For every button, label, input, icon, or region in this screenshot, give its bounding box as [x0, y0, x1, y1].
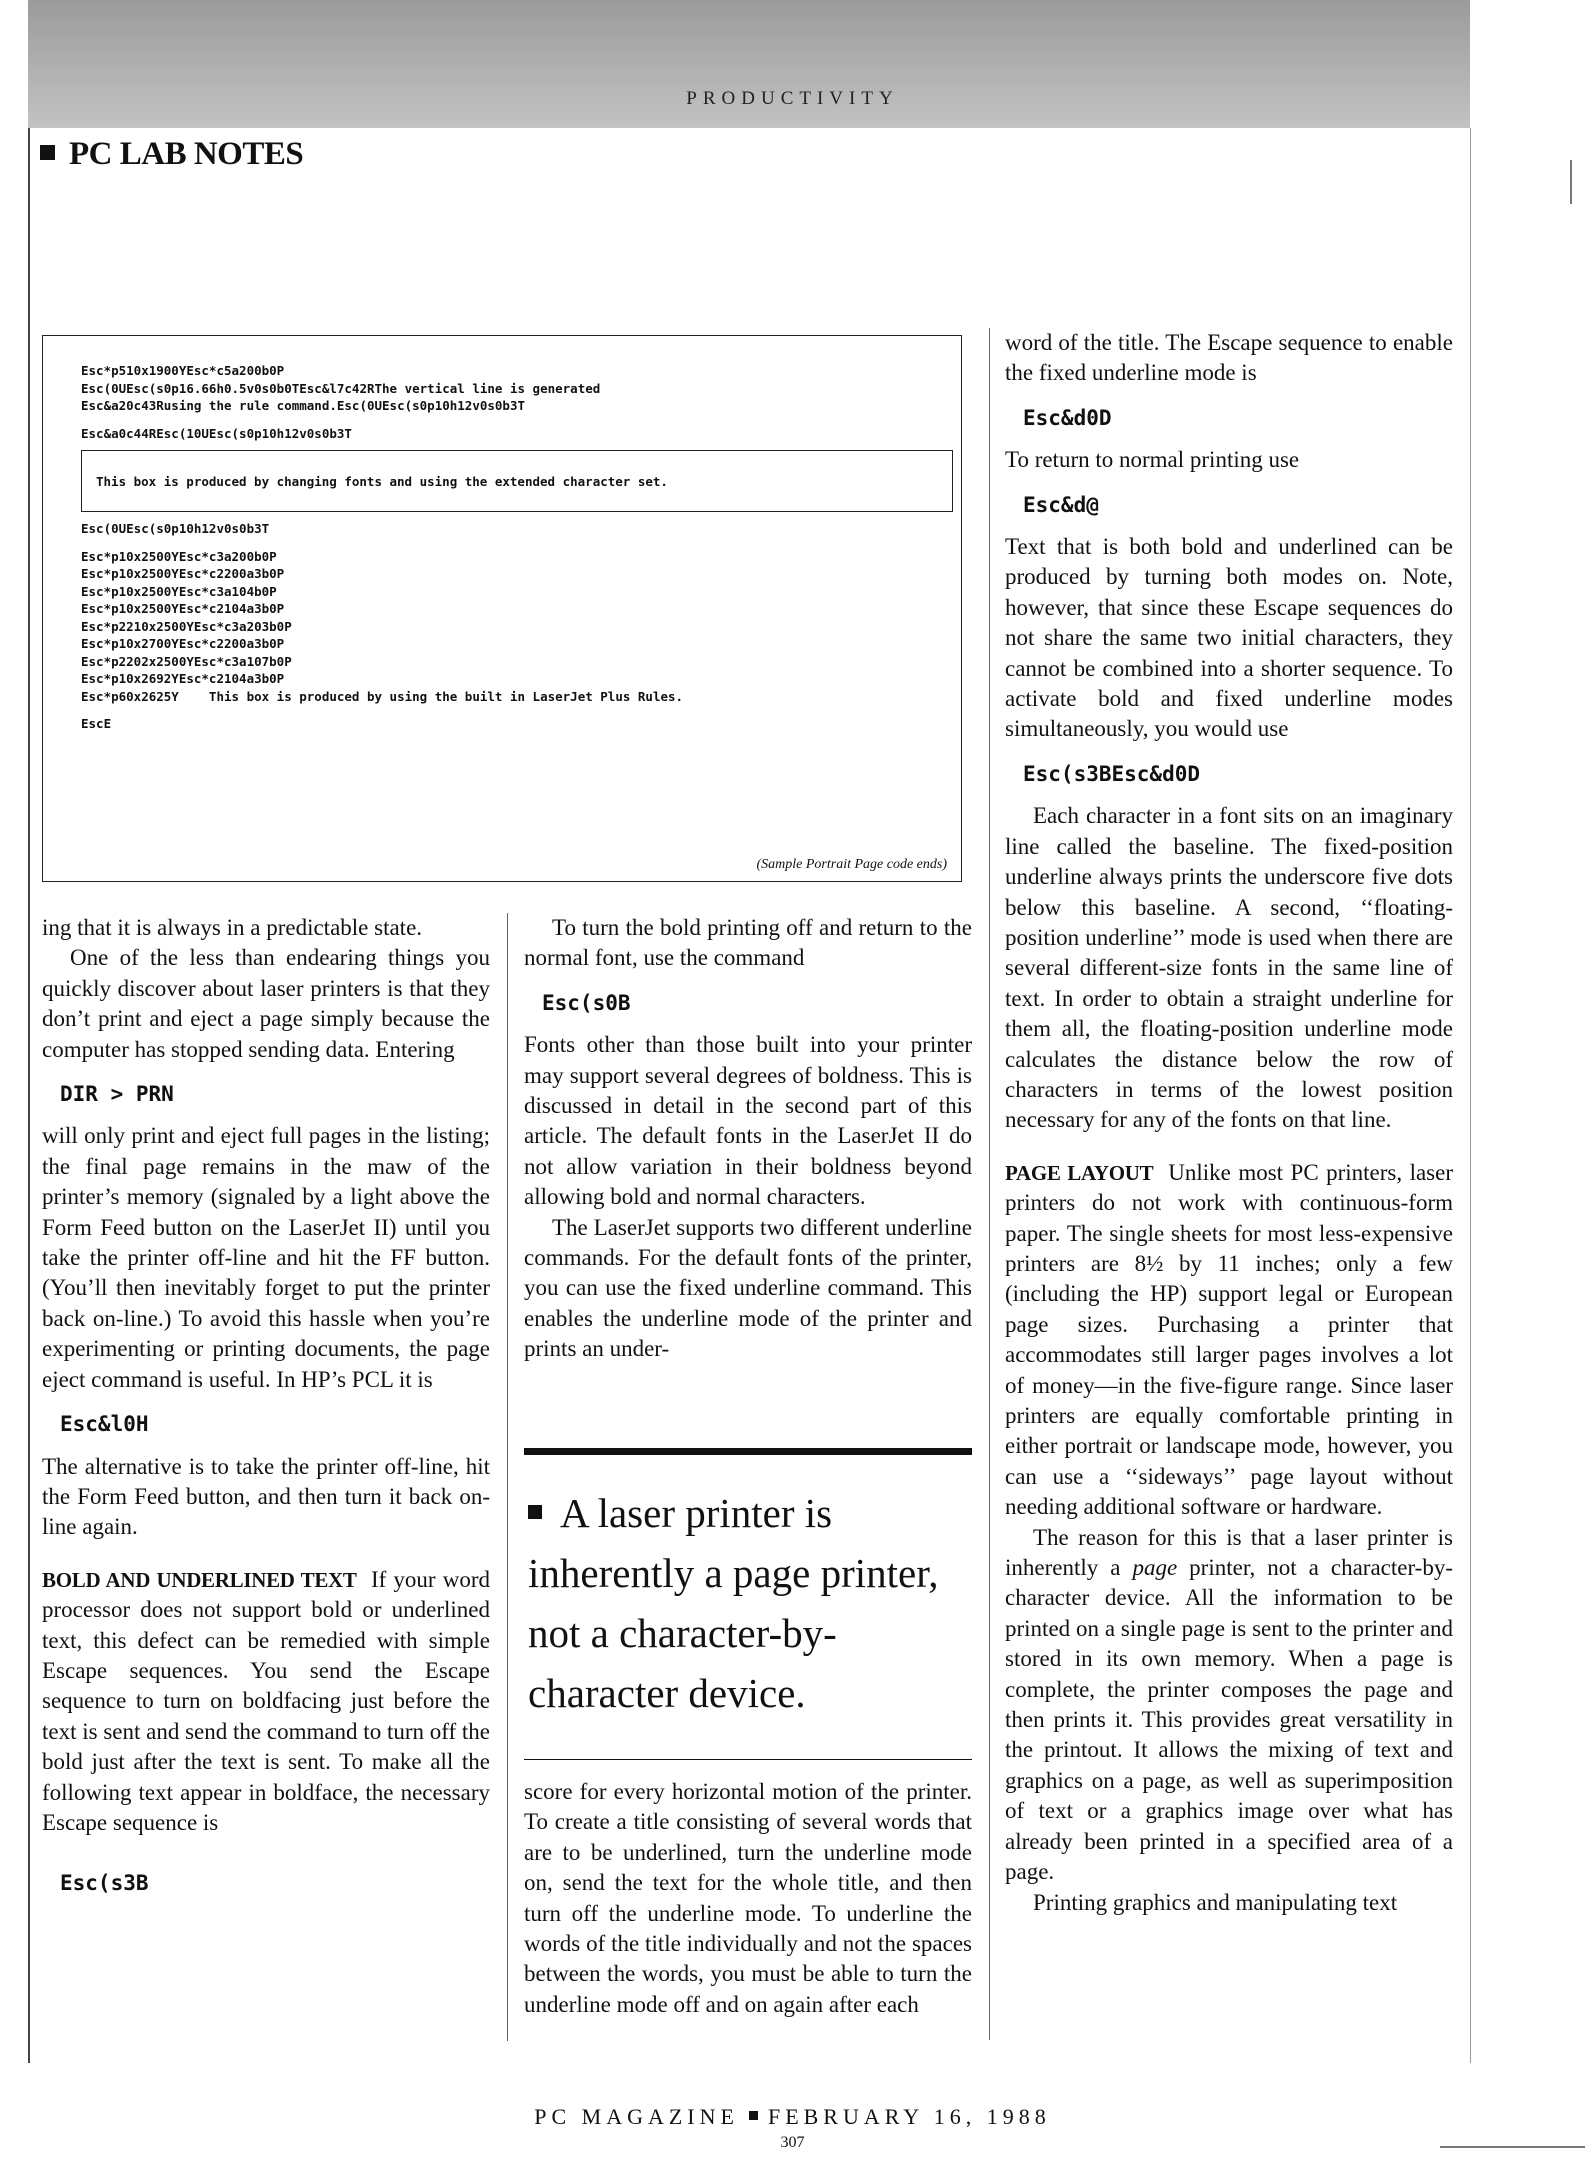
paragraph [1005, 1158, 1453, 1523]
paragraph: will only print and eject full pages in the listing; the final page remains in the maw of the printer’s memory (signaled by a light above the Form Feed button on the LaserJet II) until you take the printer off-line and hit the FF button. (You’ll then inevitably forget to put the printer back on-line.) To avoid this hassle when you’re experimenting or printing documents, the page eject command is useful. In HP’s PCL it is [42, 1123, 490, 1392]
paragraph [42, 1565, 490, 1839]
paragraph: The alternative is to take the printer off-line, hit the Form Feed button, and then turn it back on-line again. [42, 1453, 490, 1540]
code-line: Esc*p10x2500YEsc*c3a104b0P [81, 583, 277, 599]
square-bullet-icon [749, 2111, 758, 2120]
code-snippet: DIR > PRN [60, 1082, 174, 1107]
code-line: Esc*p10x2692YEsc*c2104a3b0P [81, 671, 285, 686]
code-line: Esc&a0c44REsc(10UEsc(s0p10h12v0s0b3T [81, 425, 352, 441]
footer-magazine: PC MAGAZINE [534, 2104, 739, 2129]
section-label: PRODUCTIVITY [686, 88, 899, 109]
right-column [1005, 328, 1453, 1918]
paragraph: Text that is both bold and underlined can be produced by turning both modes on. Note, however, that since these Escape sequences do not share the same two initial characters, they cannot be combined into a shorter sequence. To activate bold and fixed underline modes simultaneously, you would use [1005, 534, 1453, 742]
subheading-page-layout: PAGE LAYOUT [1005, 1160, 1154, 1185]
subheading-bold-underlined: BOLD AND UNDERLINED TEXT [42, 1567, 357, 1592]
footer-date: FEBRUARY 16, 1988 [767, 2104, 1051, 2129]
middle-column [524, 913, 972, 1365]
sample-code-box [42, 335, 962, 882]
paragraph-text: If your word processor does not support bold or underlined text, this defect can be remedied with simple Escape sequences. You send the Escape sequence to turn on boldfacing just before the text is sent and send the command to turn off the bold just after the text is sent. To make all the following text appear in boldface, the necessary Escape sequence is [42, 1566, 490, 1835]
margin-mark [1570, 160, 1572, 204]
inner-box-text: This box is produced by changing fonts and using the extended character set. [96, 473, 668, 489]
pull-quote [524, 1448, 972, 1760]
code-line: Esc*p10x2500YEsc*c2104a3b0P [81, 601, 285, 616]
paragraph: Fonts other than those built into your printer may support several degrees of boldness. This is discussed in detail in the second part of this article. The default fonts in the LaserJet II do not allow variation in their boldness beyond allowing bold and normal characters. [524, 1032, 972, 1210]
paragraph-text: Unlike most PC printers, laser printers do not work with continuous-form paper. The single sheets for most less-expensive printers are 8½ by 11 inches; only a few (including the HP) support legal or European page sizes. Purchasing a printer that accommodates still larger pages involves a lot of money—in the five-figure range. Since laser printers are equally comfortable printing in either portrait or landscape mode, however, you can use a ‘‘sideways’’ page layout without needing additional software or hardware. [1005, 1159, 1453, 1520]
code-snippet: Esc(s3B [60, 1871, 149, 1896]
code-line: Esc*p2210x2500YEsc*c3a203b0P [81, 618, 292, 634]
code-snippet: Esc&d@ [1023, 492, 1099, 517]
square-bullet-icon [40, 145, 55, 160]
code-line: Esc*p2202x2500YEsc*c3a107b0P [81, 653, 292, 669]
right-margin-rule [1470, 128, 1471, 2063]
code-line: Esc(0UEsc(s0p16.66h0.5v0s0b0TEsc&l7c42RThe vertical line is generated [81, 380, 601, 396]
pull-quote-text [524, 1483, 972, 1723]
page-number: 307 [780, 2134, 805, 2151]
code-line: Esc*p10x2700YEsc*c2200a3b0P [81, 636, 285, 651]
column-divider-right [989, 328, 990, 2040]
code-line: Esc*p60x2625Y This box is produced by using the built in LaserJet Plus Rules. [81, 688, 684, 704]
code-line: Esc*p510x1900YEsc*c5a200b0P [81, 363, 285, 378]
code-line: Esc&a20c43Rusing the rule command.Esc(0UEsc(s0p10h12v0s0b3T [81, 398, 526, 413]
code-snippet: Esc(s3BEsc&d0D [1023, 761, 1201, 786]
square-bullet-icon [528, 1505, 542, 1519]
corner-rule [1440, 2146, 1585, 2148]
middle-column-continued [524, 1777, 972, 2020]
column-divider-left [507, 913, 508, 2041]
code-line: Esc(0UEsc(s0p10h12v0s0b3T [81, 521, 270, 536]
extended-charset-box [81, 450, 953, 512]
paragraph: word of the title. The Escape sequence to enable the fixed underline mode is [1005, 330, 1453, 386]
left-column [42, 913, 490, 1911]
column-title-text: PC LAB NOTES [69, 136, 304, 172]
paragraph-text: printer, not a character-by-character device. All the information to be printed on a single page is sent to the printer and stored in its own memory. When a page is complete, the printer composes the page and then prints it. This provides great versatility in the printout. It allows the mixing of text and graphics on a page, as well as superimposition of text or a graphics image over what has already been printed in a specified area of a page. [1005, 1555, 1453, 1885]
code-snippet: Esc&l0H [60, 1412, 149, 1437]
code-snippet: Esc(s0B [542, 990, 631, 1015]
paragraph: To turn the bold printing off and return to the normal font, use the command [524, 915, 972, 971]
paragraph-text: The reason for this is that a laser printer is inherently a [1005, 1524, 1453, 1581]
code-line: Esc*p10x2500YEsc*c2200a3b0P [81, 566, 285, 581]
code-line: Esc*p10x2500YEsc*c3a200b0P [81, 548, 277, 564]
paragraph: ing that it is always in a predictable state. [42, 915, 423, 940]
column-title [40, 136, 303, 173]
paragraph [1005, 1523, 1453, 1888]
left-margin-rule [28, 128, 30, 2063]
code-line: EscE [81, 716, 112, 731]
paragraph: One of the less than endearing things you quickly discover about laser printers is that they don’t print and eject a page simply because the computer has stopped sending data. Entering [42, 945, 490, 1062]
paragraph: score for every horizontal motion of the printer. To create a title consisting of several words that are to be underlined, turn the underline mode on, send the text for the whole title, and then turn off the underline mode. To underline the words of the title individually and not the spaces between the words, you must be able to turn the underline mode off and on again after each [524, 1779, 972, 2017]
pull-quote-body: A laser printer is inherently a page printer, not a character-by-character device. [528, 1490, 939, 1716]
emphasis-page: page [1132, 1555, 1178, 1581]
paragraph: Printing graphics and manipulating text [1033, 1889, 1398, 1915]
code-snippet: Esc&d0D [1023, 405, 1112, 430]
paragraph: To return to normal printing use [1005, 447, 1300, 473]
footer-line [0, 2104, 1585, 2130]
code-box-caption: (Sample Portrait Page code ends) [756, 857, 947, 872]
code-listing [81, 362, 961, 733]
paragraph: The LaserJet supports two different underline commands. For the default fonts of the printer, you can use the fixed underline command. This enables the underline mode of the printer and prints an under- [524, 1214, 972, 1362]
paragraph: Each character in a font sits on an imaginary line called the baseline. The fixed-position underline always prints the underscore five dots below this baseline. A second, ‘‘floating-position underline’’ mode is used when there are several different-size fonts in the same line of text. In order to obtain a straight underline for them all, the floating-position underline mode calculates the distance below the row of characters in terms of the lowest position necessary for any of the fonts on that line. [1005, 803, 1453, 1133]
